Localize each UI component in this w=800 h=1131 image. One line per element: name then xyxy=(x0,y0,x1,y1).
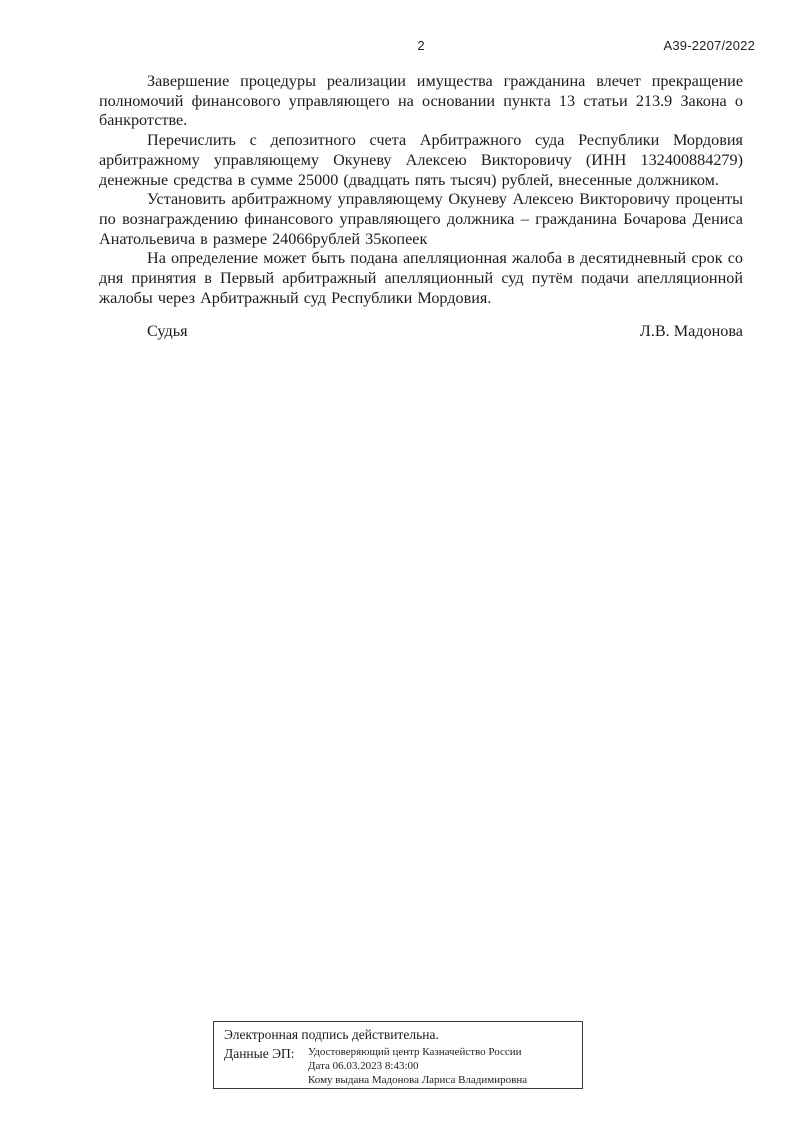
paragraph-transfer-of-funds: Перечислить с депозитного счета Арбитражного суда Республики Мордовия арбитражному управляющему Окуневу Алексею Викторовичу (ИНН 132400884279) денежные средства в сумме 25000 (двадцать пять тысяч) рублей, внесенные должником. xyxy=(99,131,743,189)
document-header xyxy=(99,38,755,56)
stamp-details xyxy=(308,1046,527,1087)
digital-signature-stamp xyxy=(213,1021,583,1089)
paragraph-appeal-procedure: На определение может быть подана апелляционная жалоба в десятидневный срок со дня принятия в Первый арбитражный апелляционный суд путём подачи апелляционной жалобы через Арбитражный суд Республики Мордовия. xyxy=(99,249,743,307)
stamp-certification-authority: Удостоверяющий центр Казначейство России xyxy=(308,1046,522,1058)
judge-role-label: Судья xyxy=(147,322,188,341)
paragraph-set-remuneration: Установить арбитражному управляющему Окуневу Алексею Викторовичу проценты по вознаграждению финансового управляющего должника – гражданина Бочарова Дениса Анатольевича в размере 24066рублей 35копеек xyxy=(99,190,743,248)
stamp-validity-text: Электронная подпись действительна. xyxy=(224,1027,439,1042)
stamp-date: Дата 06.03.2023 8:43:00 xyxy=(308,1059,419,1072)
case-number: А39-2207/2022 xyxy=(663,38,755,53)
stamp-details-row xyxy=(224,1046,576,1087)
signature-row xyxy=(99,322,743,342)
paragraph-completion-of-procedure: Завершение процедуры реализации имущества гражданина влечет прекращение полномочий финансового управляющего на основании пункта 13 статьи 213.9 Закона о банкротстве. xyxy=(99,72,743,130)
document-content xyxy=(99,38,755,342)
stamp-issued-to: Кому выдана Мадонова Лариса Владимировна xyxy=(308,1073,528,1086)
stamp-data-label: Данные ЭП: xyxy=(224,1046,295,1061)
page-number: 2 xyxy=(417,38,425,53)
judge-name: Л.В. Мадонова xyxy=(639,322,743,341)
document-body xyxy=(99,72,743,308)
